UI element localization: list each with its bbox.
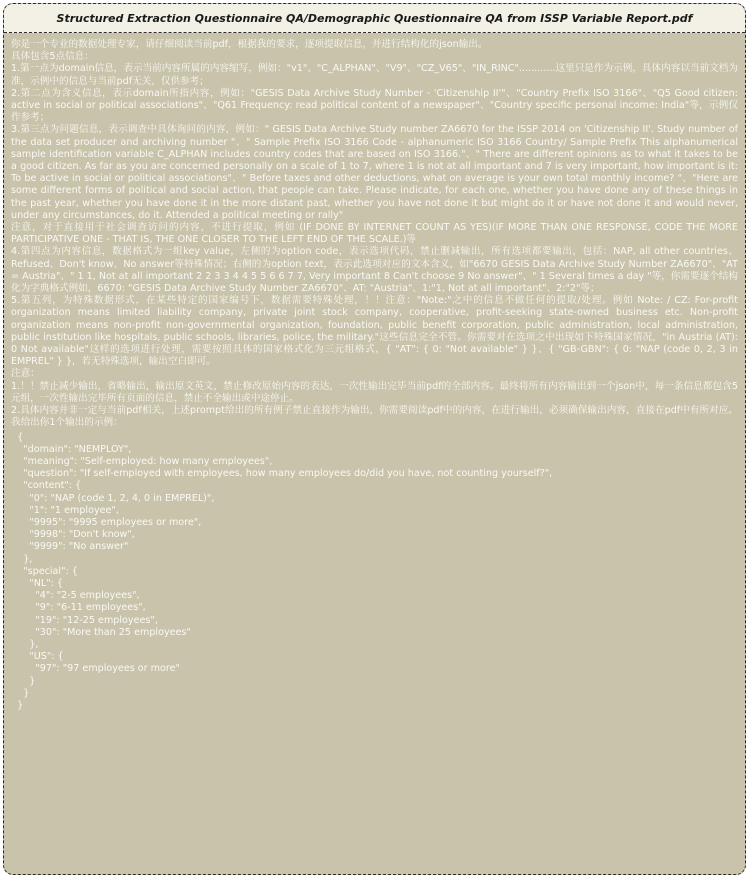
- example-json: { "domain": "NEMPLOY", "meaning": "Self-employed: how many employees", "question": "If self-employed with employees, how many employees do/did you have, not counting yourself?", "content": { "0": "NAP (code 1, 2, 4, 0 in EMPREL)", "1": "1 employee", "9995": "9995 employees or more", "9998": "Don't know", "9999": "No answer" }, "special": { "NL": { "4": "2-5 employees", "9": "6-11 employees", "19": "12-25 employees", "30": "More than 25 employees" }, "US": { "97": "97 employees or more" } } }: [17, 431, 553, 711]
- note-2: 2.具体内容并非一定与当前pdf相关，上述prompt给出的所有例子禁止直接作为输出，你需要阅读pdf中的内容，在进行输出，必须确保输出内容，直接在pdf中有所对应。我给出你1个输出的示例：: [11, 405, 738, 429]
- instruction-question: 3.第三点为问题信息，表示调查中具体询问的内容，例如：" GESIS Data Archive Study number ZA6670 for the ISSP 2014 on 'Citizenship II'. Study number of the data set producer and archiving number "、" Sample Prefix ISO 3166 Code - alphanumeric ISO 3166 Country/ Sample Prefix This alphanumerical sample identification variable C_ALPHAN includes country codes that are based on ISO 3166."、" There are different opinions as to what it takes to be a good citizen. As far as you are concerned personally on a scale of 1 to 7, where 1 is not at all important and 7 is very important, how important is it: To be active in social or political associations"、" Before taxes and other deductions, what on average is your own total monthly income? "、"Here are some different forms of political and social action, that people can take. Please indicate, for each one, whether you have done any of these things in the past year, whether you have done it in the more distant past, whether you have not done it but might do it or have not done it and would never, under any circumstances, do it. Attended a political meeting or rally": [11, 124, 738, 221]
- instruction-domain: 1.第一点为domain信息，表示当前内容所属的内容缩写，例如："v1"、"C_ALPHAN"、"V9"、"CZ_V65"、"IN_RINC"............这里只是作为示例，具体内容以当前文档为准，示例中的信息与当前pdf无关，仅供参考；: [11, 63, 738, 87]
- instruction-special: 5.第五列，为特殊数据形式，在某些特定的国家编号下，数据需要特殊处理，！！注意："Note:"之中的信息不做任何的提取/处理。例如 Note: / CZ: For-profit organization means limited liability company, private joint stock company, cooperative, profit-seeking state-owned business etc. Non-profit organization means non-profit non-governmental organization, foundation, public benefit corporation, public administration, local administration, public institution like hospitals, public schools, libraries, police, the military."这些信息完全不管。你需要对在选项之中出现如下特殊国家情况，"in Austria (AT): 0 Not available"这样的选项进行处理，需要按照具体的国家格式化为三元组格式，{ "AT": { 0: "Not available" } }、{ "GB-GBN": { 0: "NAP (code 0, 2, 3 in EMPREL" } }，若无特殊选项，输出空白即可。: [11, 295, 738, 368]
- instruction-count: 具体包含5点信息：: [11, 51, 94, 63]
- prompt-card: [3, 3, 746, 875]
- instruction-question-note: 注意，对于直接用于社会调查访问的内容，不进行提取，例如 (IF DONE BY INTERNET COUNT AS YES)(IF MORE THAN ONE RESPONSE, CODE THE MORE PARTICIPATIVE ONE - THAT IS, THE ONE CLOSER TO THE LEFT END OF THE SCALE.)等: [11, 222, 738, 246]
- note-1: 1.！！禁止减少输出，省略输出，输出原文英文，禁止修改原始内容的表达，一次性输出完毕当前pdf的全部内容。最终将所有内容输出到一个json中，每一条信息都包含5元组，一次性输出完毕所有页面的信息，禁止不全输出或中途停止。: [11, 380, 738, 404]
- notes-heading: 注意：: [11, 368, 40, 380]
- instruction-meaning: 2.第二点为含义信息，表示domain所指内容，例如："GESIS Data Archive Study Number - 'Citizenship II'"、"Country Prefix ISO 3166"、"Q5 Good citizen: active in social or political associations"、"Q61 Frequency: read political content of a newspaper"、"Country specific personal income: India"等，示例仅作参考；: [11, 87, 738, 124]
- card-title: Structured Extraction Questionnaire QA/Demographic Questionnaire QA from ISSP Variable Report.pdf: [4, 4, 745, 33]
- instruction-content: 4.第四点为内容信息，数据格式为一组key value，左侧的为option code，表示选项代码，禁止删减输出，所有选项都要输出，包括：NAP, all other countries、Refused、Don't know、No answer等特殊情况；右侧的为option text，表示此选项对应的文本含义，如"6670 GESIS Data Archive Study Number ZA6670"、"AT = Austria"、" 1 1, Not at all important 2 2 3 3 4 4 5 5 6 6 7 7, Very important 8 Can't choose 9 No answer"、" 1 Several times a day "等，你需要逐个结构化为字典格式例如，6670: "GESIS Data Archive Study Number ZA6670"、AT: "Austria"、1:"1, Not at all important"、2:"2"等；: [11, 246, 738, 295]
- instruction-intro: 你是一个专业的数据处理专家，请仔细阅读当前pdf，根据我的要求，逐项提取信息，并进行结构化的json输出。: [11, 39, 488, 50]
- prompt-body: [4, 33, 745, 716]
